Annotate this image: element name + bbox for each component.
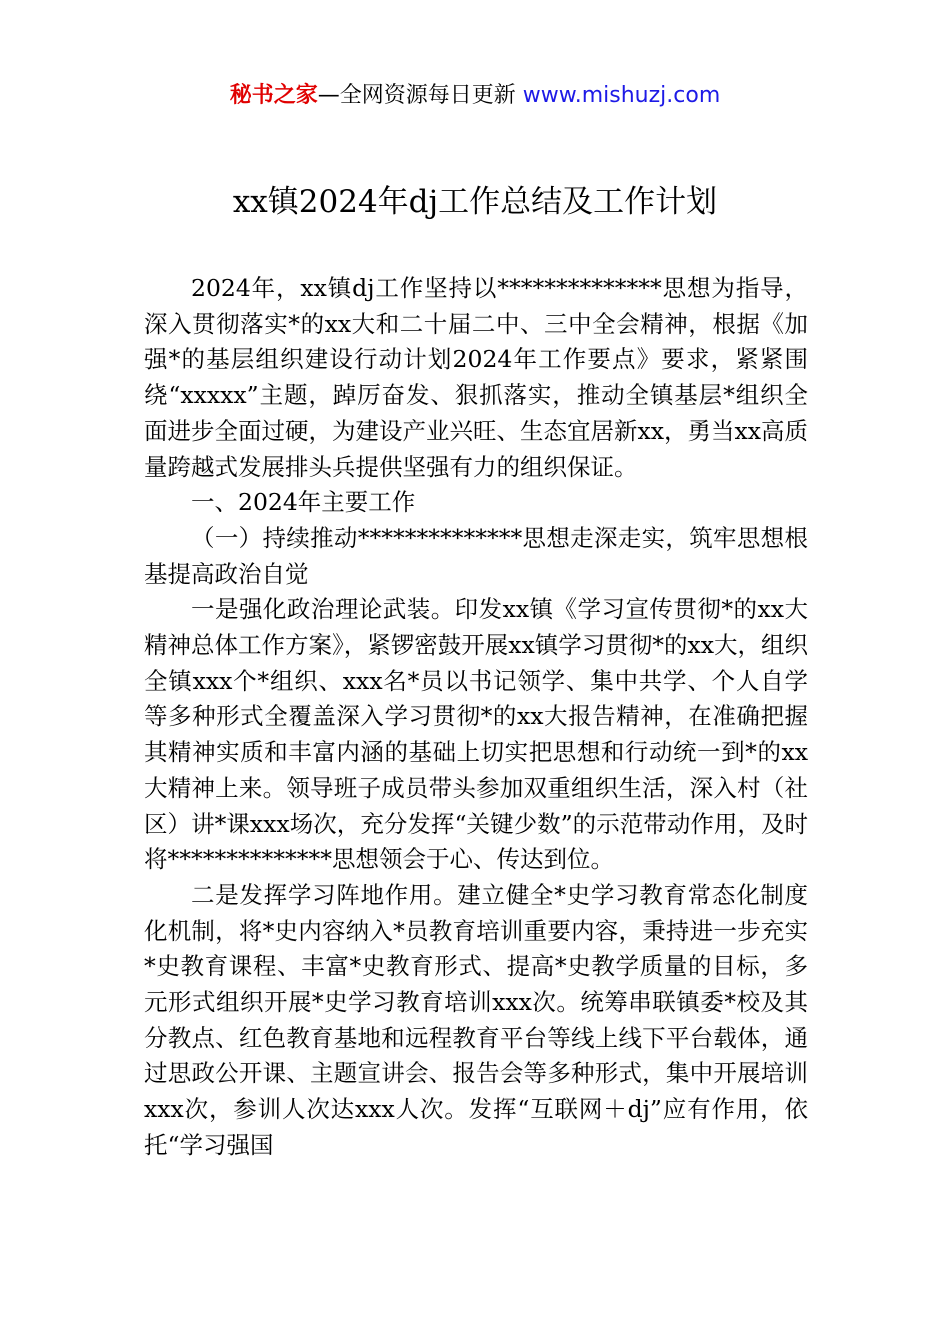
site-header [0, 80, 950, 112]
document-body [144, 271, 808, 1164]
site-tagline: —全网资源每日更新 [317, 83, 523, 108]
document-title: xx镇2024年dj工作总结及工作计划 [232, 184, 718, 220]
body-paragraph: 一是强化政治理论武装。印发xx镇《学习宣传贯彻*的xx大精神总体工作方案》，紧锣密鼓开展xx镇学习贯彻*的xx大，组织全镇xxx个*组织、xxx名*员以书记领学、集中共学、个人自学等多种形式全覆盖深入学习贯彻*的xx大报告精神，在准确把握其精神实质和丰富内涵的基础上切实把思想和行动统一到*的xx大精神上来。领导班子成员带头参加双重组织生活，深入村（社区）讲*课xxx场次，充分发挥“关键少数”的示范带动作用，及时将**************思想领会于心、传达到位。 [144, 595, 809, 874]
intro-paragraph: 2024年，xx镇dj工作坚持以**************思想为指导，深入贯彻落实*的xx大和二十届二中、三中全会精神，根据《加强*的基层组织建设行动计划2024年工作要点》要求，紧紧围绕“xxxxx”主题，踔厉奋发、狠抓落实，推动全镇基层*组织全面进步全面过硬，为建设产业兴旺、生态宜居新xx，勇当xx高质量跨越式发展排头兵提供坚强有力的组织保证。 [144, 274, 809, 481]
subsection-heading: （一）持续推动**************思想走深走实，筑牢思想根基提高政治自觉 [144, 523, 808, 588]
site-url-link[interactable]: www.mishuzj.com [522, 83, 721, 108]
body-paragraph: 二是发挥学习阵地作用。建立健全*史学习教育常态化制度化机制，将*史内容纳入*员教育培训重要内容，秉持进一步充实*史教育课程、丰富*史教育形式、提高*史教学质量的目标，多元形式组织开展*史学习教育培训xxx次。统筹串联镇委*校及其分教点、红色教育基地和远程教育平台等线上线下平台载体，通过思政公开课、主题宣讲会、报告会等多种形式，集中开展培训xxx次，参训人次达xxx人次。发挥“互联网＋dj”应有作用，依托“学习强国 [144, 880, 808, 1159]
site-brand: 秘书之家 [229, 83, 318, 108]
section-heading: 一、2024年主要工作 [191, 488, 416, 517]
